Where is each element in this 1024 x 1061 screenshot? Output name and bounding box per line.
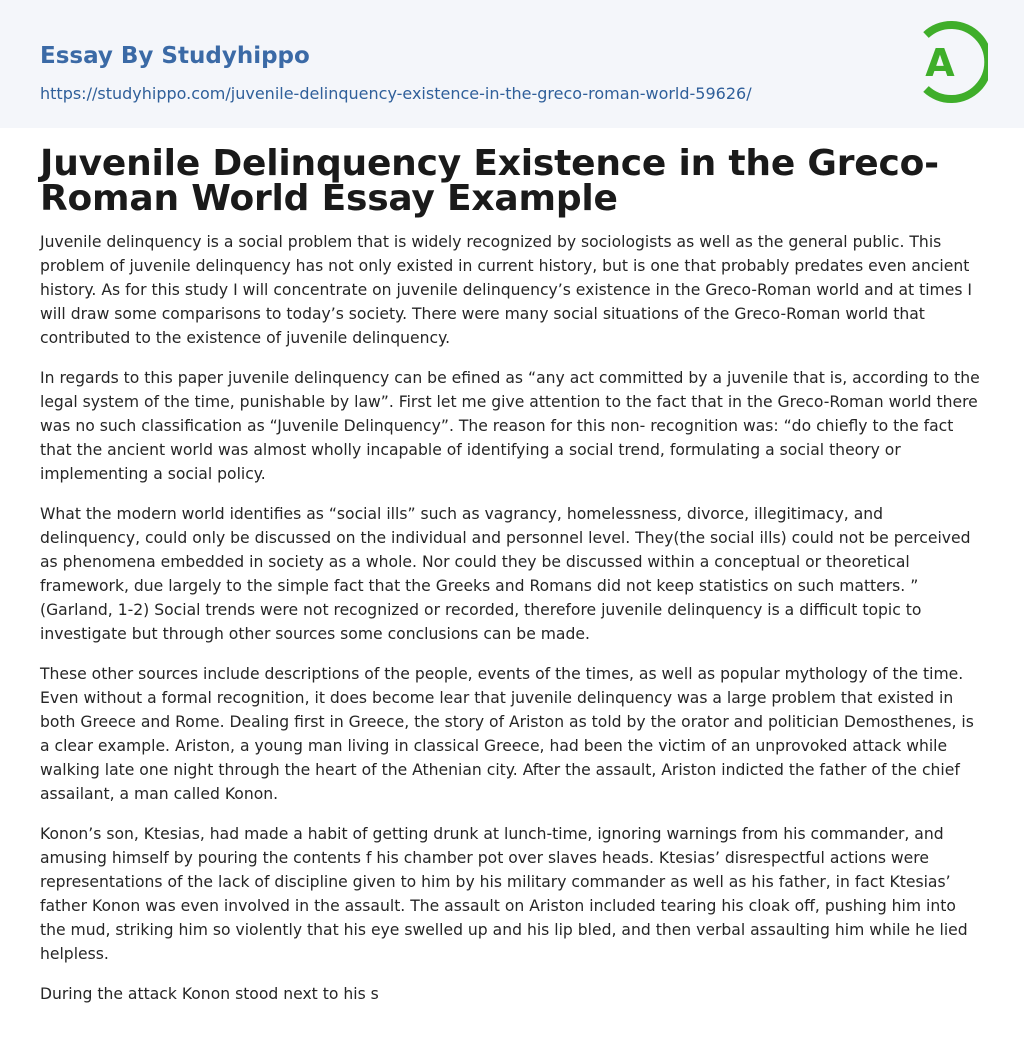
studyhippo-a-logo-icon[interactable]: [912, 18, 988, 106]
site-header: [0, 0, 1024, 128]
essay-paragraph: Konon’s son, Ktesias, had made a habit of getting drunk at lunch-time, ignoring warnings from his commander, and amusing himself by pouring the contents f his chamber pot over slaves heads. Ktesias’ disrespectful actions were representations of the lack of discipline given to him by his military commander as well as his father, in fact Ktesias’ father Konon was even involved in the assault. The assault on Ariston included tearing his cloak off, pushing him into the mud, striking him so violently that his eye swelled up and his lip bled, and then verbal assaulting him while he lied helpless.: [40, 825, 968, 963]
essay-paragraph: These other sources include descriptions of the people, events of the times, as well as popular mythology of the time. Even without a formal recognition, it does become lear that juvenile delinquency was a large problem that existed in both Greece and Rome. Dealing first in Greece, the story of Ariston as told by the orator and politician Demosthenes, is a clear example. Ariston, a young man living in classical Greece, had been the victim of an unprovoked attack while walking late one night through the heart of the Athenian city. After the assault, Ariston indicted the father of the chief assailant, a man called Konon.: [40, 665, 974, 803]
essay-title: Juvenile Delinquency Existence in the Greco-Roman World Essay Example: [40, 143, 939, 219]
site-brand[interactable]: Essay By Studyhippo: [40, 43, 310, 69]
essay-content: [40, 143, 986, 1022]
essay-paragraph-truncated: During the attack Konon stood next to his s: [40, 985, 379, 1003]
essay-url-link[interactable]: https://studyhippo.com/juvenile-delinquency-existence-in-the-greco-roman-world-59626/: [40, 84, 752, 103]
logo-letter: A: [925, 41, 955, 85]
essay-paragraph: Juvenile delinquency is a social problem that is widely recognized by sociologists as well as the general public. This problem of juvenile delinquency has not only existed in current history, but is one that probably predates even ancient history. As for this study I will concentrate on juvenile delinquency’s existence in the Greco-Roman world and at times I will draw some comparisons to today’s society. There were many social situations of the Greco-Roman world that contributed to the existence of juvenile delinquency.: [40, 233, 972, 347]
essay-paragraph: What the modern world identifies as “social ills” such as vagrancy, homelessness, divorce, illegitimacy, and delinquency, could only be discussed on the individual and personnel level. They(the social ills) could not be perceived as phenomena embedded in society as a whole. Nor could they be discussed within a conceptual or theoretical framework, due largely to the simple fact that the Greeks and Romans did not keep statistics on such matters. ” (Garland, 1-2) Social trends were not recognized or recorded, therefore juvenile delinquency is a difficult topic to investigate but through other sources some conclusions can be made.: [40, 505, 971, 643]
essay-paragraph: In regards to this paper juvenile delinquency can be efined as “any act committed by a juvenile that is, according to the legal system of the time, punishable by law”. First let me give attention to the fact that in the Greco-Roman world there was no such classification as “Juvenile Delinquency”. The reason for this non- recognition was: “do chiefly to the fact that the ancient world was almost wholly incapable of identifying a social trend, formulating a social theory or implementing a social policy.: [40, 369, 980, 483]
